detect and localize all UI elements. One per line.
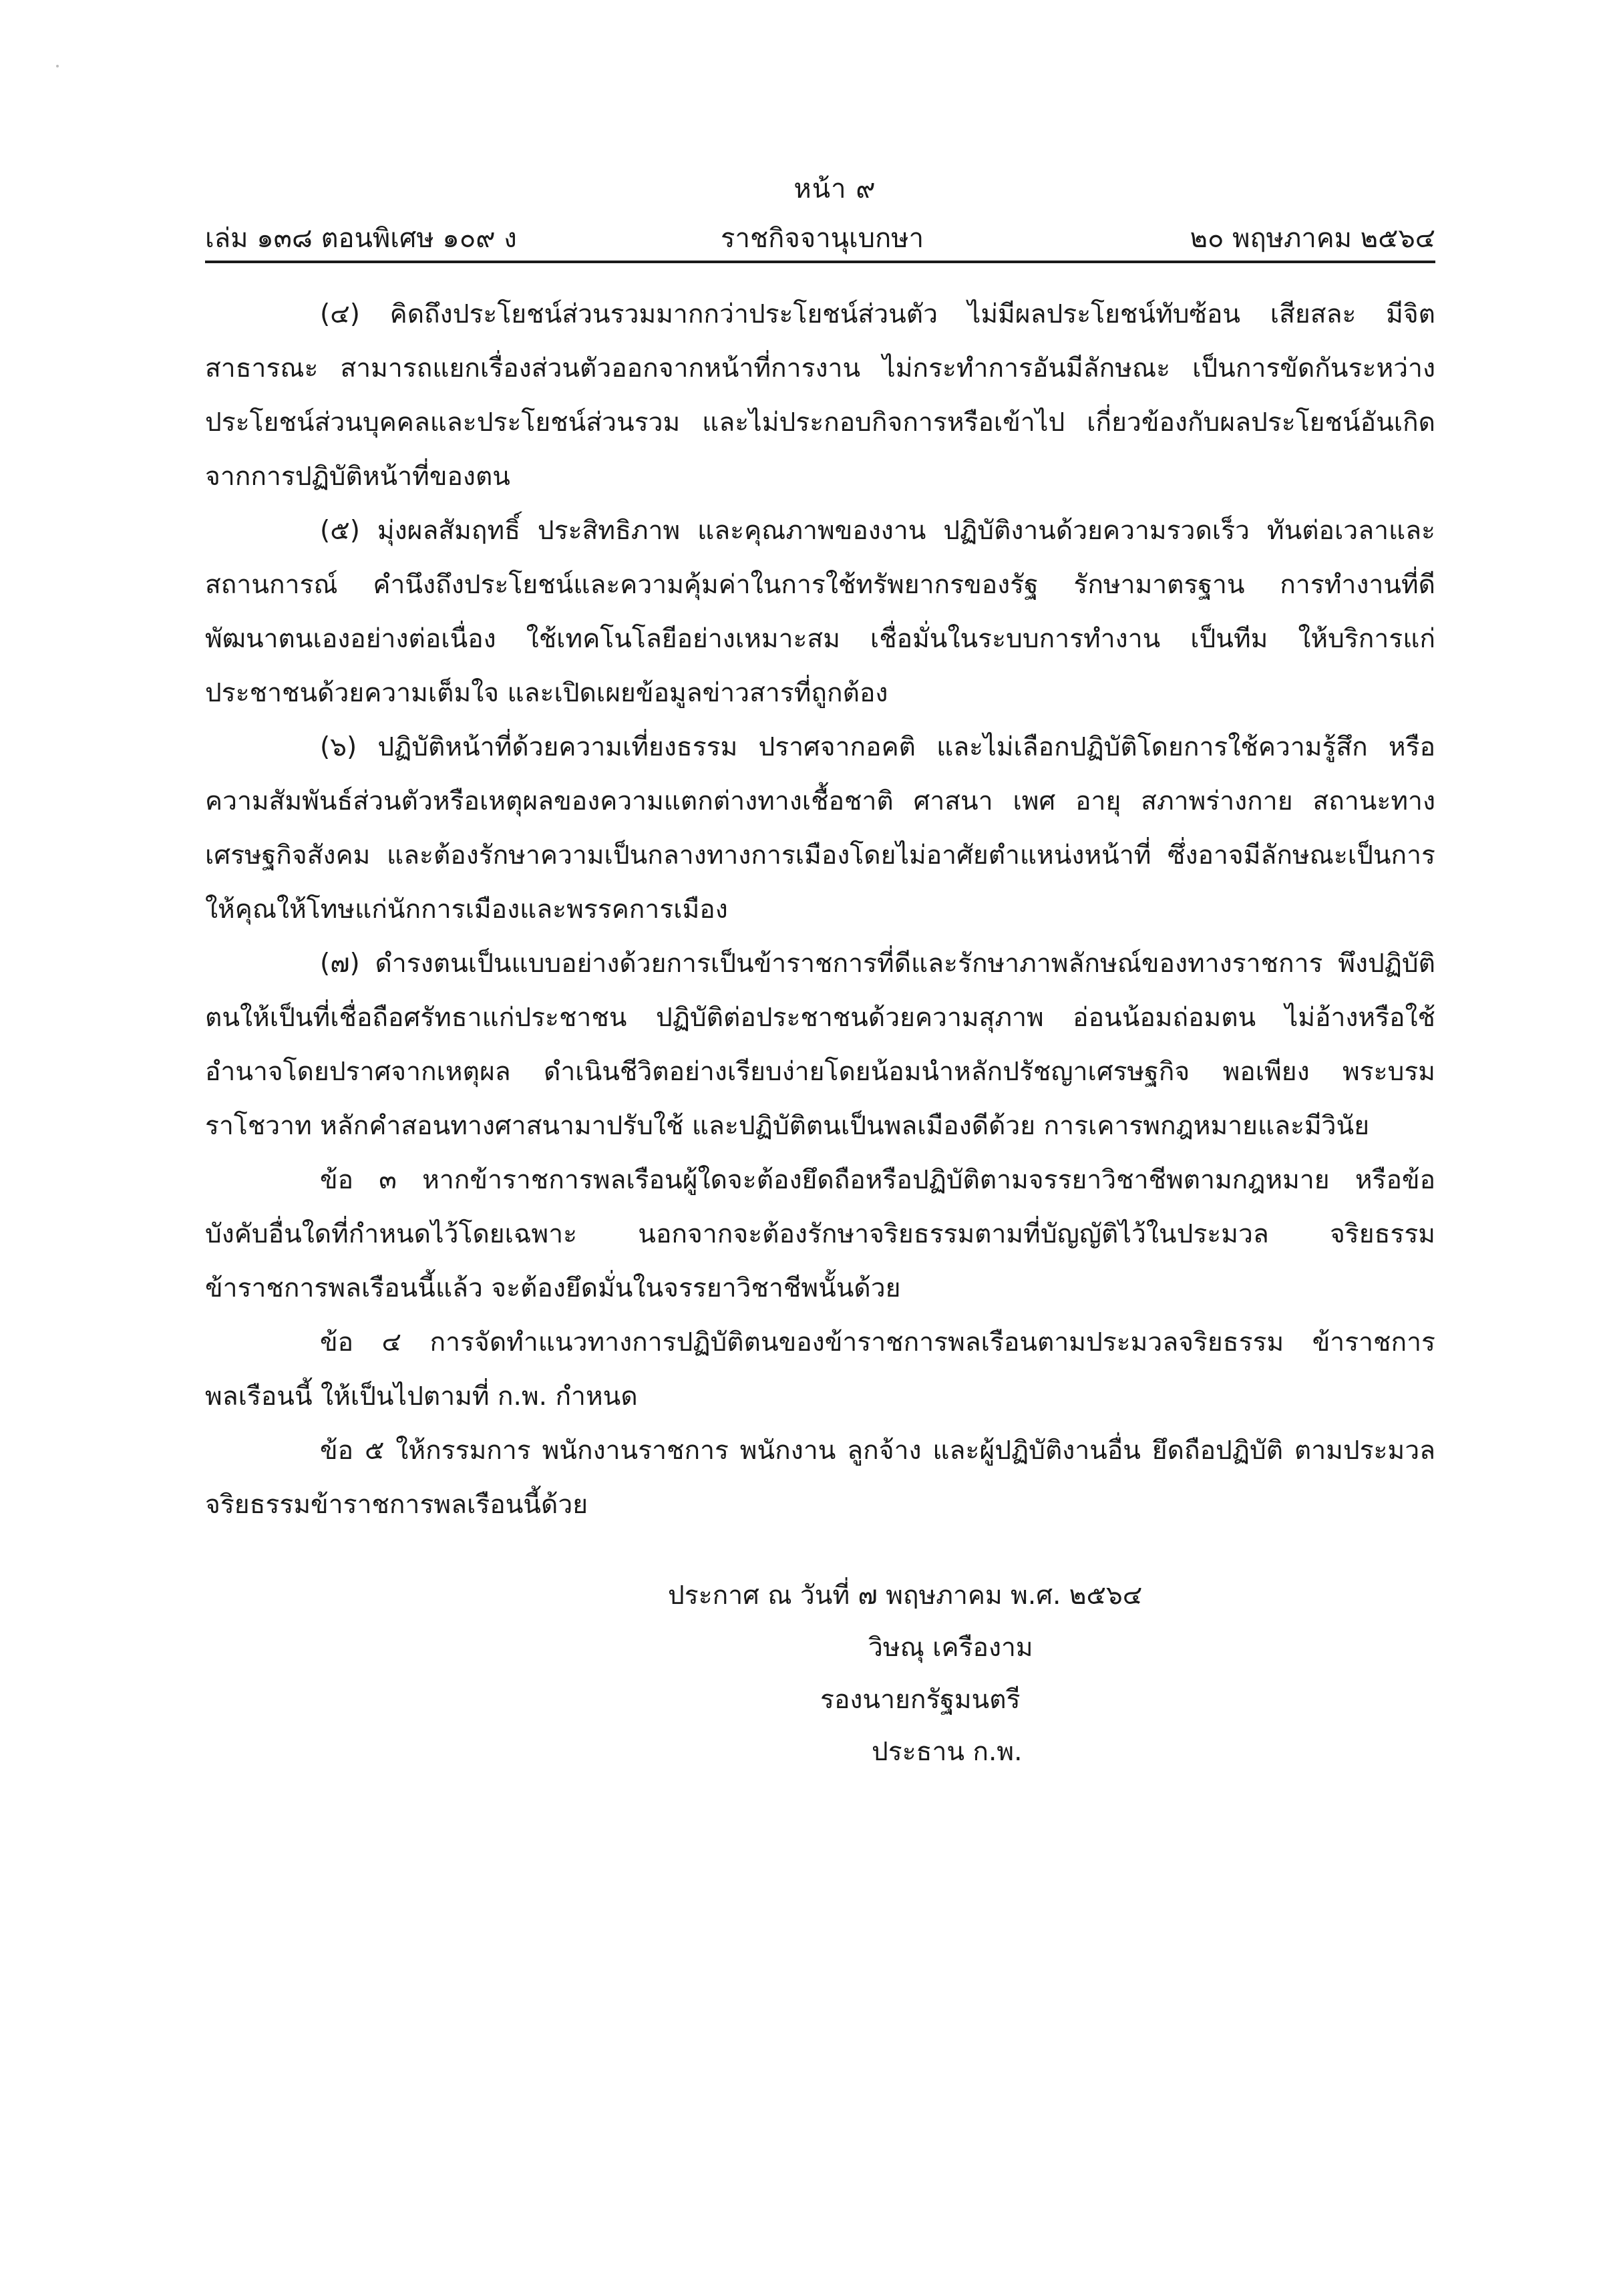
paragraph-item-6: (๖) ปฏิบัติหน้าที่ด้วยความเที่ยงธรรม ปราศจากอคติ และไม่เลือกปฏิบัติโดยการใช้ความรู้สึก หรือความสัมพันธ์ส่วนตัวหรือเหตุผลของความแตกต่างทางเชื้อชาติ ศาสนา เพศ อายุ สภาพร่างกาย สถานะทางเศรษฐกิจสังคม และต้องรักษาความเป็นกลางทางการเมืองโดยไม่อาศัยตำแหน่งหน้าที่ ซึ่งอาจมีลักษณะเป็นการให้คุณให้โทษแก่นักการเมืองและพรรคการเมือง — [205, 732, 1435, 925]
signatory-position: รองนายกรัฐมนตรี — [820, 1685, 1021, 1715]
paragraph-item-5: (๕) มุ่งผลสัมฤทธิ์ ประสิทธิภาพ และคุณภาพของงาน ปฏิบัติงานด้วยความรวดเร็ว ทันต่อเวลาและสถานการณ์ คำนึงถึงประโยชน์และความคุ้มค่าในการใช้ทรัพยากรของรัฐ รักษามาตรฐาน การทำงานที่ดี พัฒนาตนเองอย่างต่อเนื่อง ใช้เทคโนโลยีอย่างเหมาะสม เชื่อมั่นในระบบการทำงาน เป็นทีม ให้บริการแก่ประชาชนด้วยความเต็มใจ และเปิดเผยข้อมูลข่าวสารที่ถูกต้อง — [205, 516, 1435, 708]
document-body — [205, 287, 1435, 1532]
signature-block — [668, 1570, 1336, 1778]
volume-issue: เล่ม ๑๓๘ ตอนพิเศษ ๑๐๙ ง — [205, 223, 517, 254]
paragraph-item-4: (๔) คิดถึงประโยชน์ส่วนรวมมากกว่าประโยชน์ส่วนตัว ไม่มีผลประโยชน์ทับซ้อน เสียสละ มีจิตสาธารณะ สามารถแยกเรื่องส่วนตัวออกจากหน้าที่การงาน ไม่กระทำการอันมีลักษณะ เป็นการขัดกันระหว่างประโยชน์ส่วนบุคคลและประโยชน์ส่วนรวม และไม่ประกอบกิจการหรือเข้าไป เกี่ยวข้องกับผลประโยชน์อันเกิดจากการปฏิบัติหน้าที่ของตน — [205, 299, 1435, 492]
page-number: หน้า ๙ — [793, 174, 876, 204]
announcement-date: ประกาศ ณ วันที่ ๗ พฤษภาคม พ.ศ. ๒๕๖๔ — [668, 1581, 1143, 1611]
header-divider — [205, 261, 1435, 263]
gazette-header — [205, 216, 1435, 257]
paragraph-clause-5: ข้อ ๕ ให้กรรมการ พนักงานราชการ พนักงาน ลูกจ้าง และผู้ปฏิบัติงานอื่น ยึดถือปฏิบัติ ตามประมวลจริยธรรมข้าราชการพลเรือนนี้ด้วย — [205, 1436, 1435, 1520]
signatory-name: วิษณุ เครืองาม — [868, 1633, 1033, 1663]
publication-date: ๒๐ พฤษภาคม ๒๕๖๔ — [1190, 223, 1435, 254]
paragraph-item-7: (๗) ดำรงตนเป็นแบบอย่างด้วยการเป็นข้าราชการที่ดีและรักษาภาพลักษณ์ของทางราชการ พึงปฏิบัติตนให้เป็นที่เชื่อถือศรัทธาแก่ประชาชน ปฏิบัติต่อประชาชนด้วยความสุภาพ อ่อนน้อมถ่อมตน ไม่อ้างหรือใช้อำนาจโดยปราศจากเหตุผล ดำเนินชีวิตอย่างเรียบง่ายโดยน้อมนำหลักปรัชญาเศรษฐกิจ พอเพียง พระบรมราโชวาท หลักคำสอนทางศาสนามาปรับใช้ และปฏิบัติตนเป็นพลเมืองดีด้วย การเคารพกฎหมายและมีวินัย — [205, 949, 1435, 1141]
signatory-role: ประธาน ก.พ. — [872, 1737, 1023, 1767]
paragraph-clause-4: ข้อ ๔ การจัดทำแนวทางการปฏิบัติตนของข้าราชการพลเรือนตามประมวลจริยธรรม ข้าราชการพลเรือนนี้ ให้เป็นไปตามที่ ก.พ. กำหนด — [205, 1327, 1435, 1412]
gazette-title: ราชกิจจานุเบกษา — [721, 223, 924, 254]
scan-artifact — [56, 65, 59, 67]
paragraph-clause-3: ข้อ ๓ หากข้าราชการพลเรือนผู้ใดจะต้องยึดถือหรือปฏิบัติตามจรรยาวิชาชีพตามกฎหมาย หรือข้อบังคับอื่นใดที่กำหนดไว้โดยเฉพาะ นอกจากจะต้องรักษาจริยธรรมตามที่บัญญัติไว้ในประมวล จริยธรรมข้าราชการพลเรือนนี้แล้ว จะต้องยึดมั่นในจรรยาวิชาชีพนั้นด้วย — [205, 1165, 1435, 1303]
